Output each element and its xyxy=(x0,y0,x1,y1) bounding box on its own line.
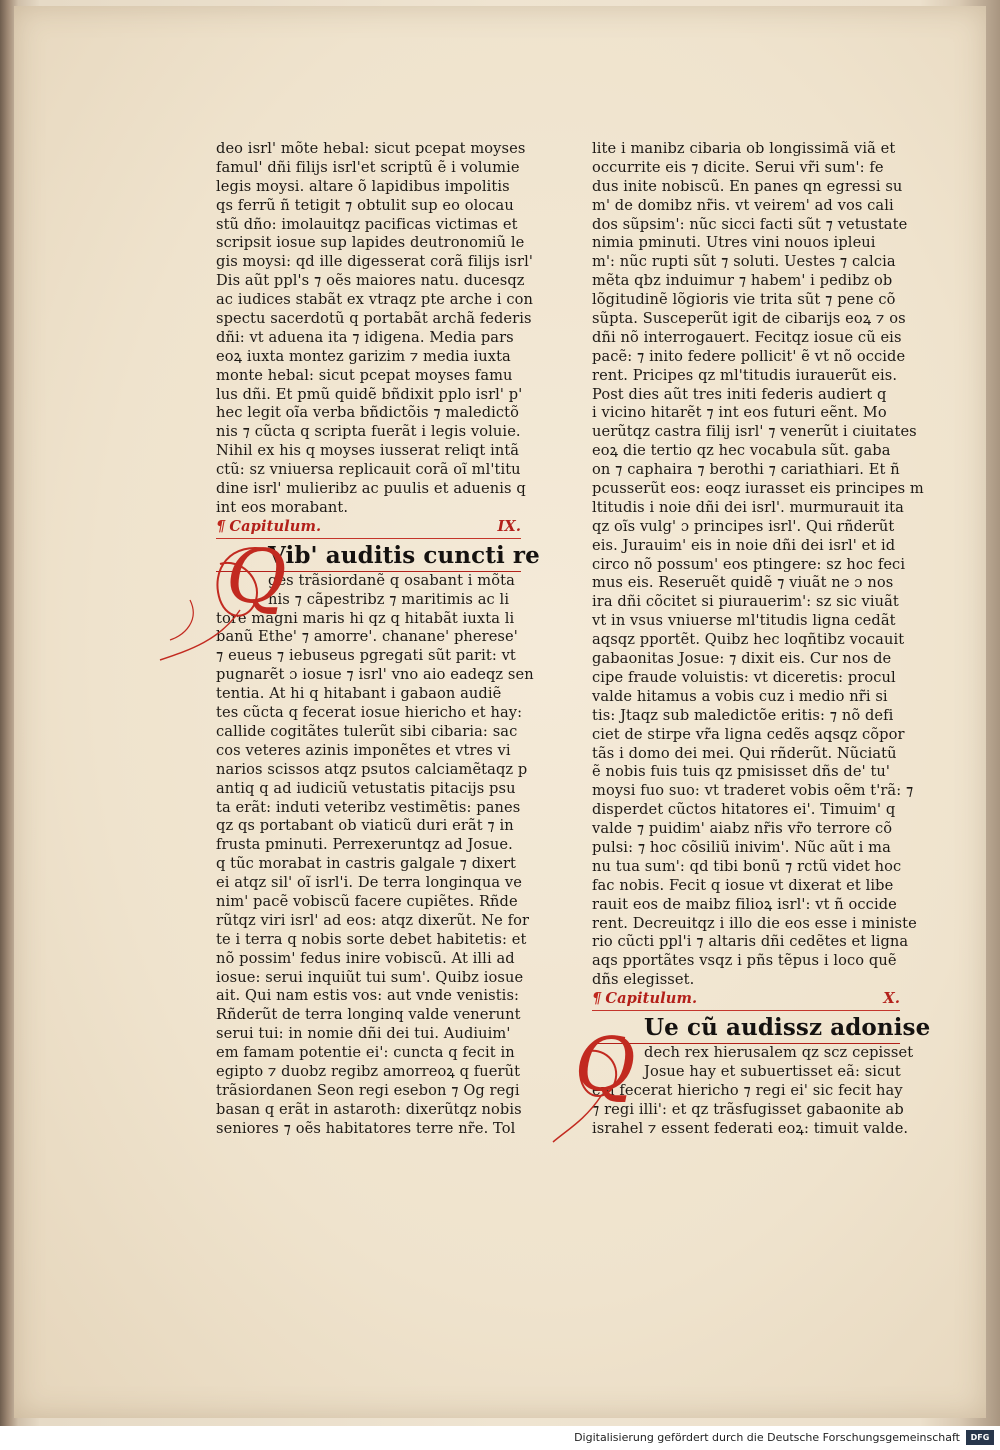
chapter-number: IX. xyxy=(497,517,521,535)
text-line: Rñderũt de terra longinq valde venerunt xyxy=(216,1006,521,1024)
text-line: gis moysi: qd ille digesserat corã filijs isrl' xyxy=(216,253,533,271)
left-text-block-a xyxy=(216,140,534,518)
text-line: Nihil ex his q moyses iusserat reliqt intã xyxy=(216,442,520,460)
text-line: occurrite eis ⁊ dicite. Serui vr̃i sum': fe xyxy=(592,158,884,176)
text-line: frusta pminuti. Perrexeruntqz ad Josue. xyxy=(216,836,513,854)
text-line: ait. Qui nam estis vos: aut vnde venistis: xyxy=(216,987,520,1005)
text-line: gabaonitas Josue: ⁊ dixit eis. Cur nos de xyxy=(592,650,892,668)
text-line: stũ dño: imolauitqz pacificas victimas et xyxy=(216,215,518,233)
text-line: ges trãsiordanẽ q osabant i mõta xyxy=(268,571,515,589)
text-line: fac nobis. Fecit q iosue vt dixerat et libe xyxy=(592,876,894,894)
text-line: i vicino hitarẽt ⁊ int eos futuri eẽnt. Mo xyxy=(592,404,887,422)
text-line: rent. Pricipes qz ml'titudis iurauerũt eis. xyxy=(592,366,898,384)
text-line: ac iudices stabãt ex vtraqz pte arche i con xyxy=(216,291,534,309)
text-line: m': nũc rupti sũt ⁊ soluti. Uestes ⁊ calcia xyxy=(592,253,896,271)
text-line: m' de domibz nr̃is. vt veirem' ad vos cali xyxy=(592,196,894,214)
paragraph-mark-icon: ¶ xyxy=(592,990,602,1008)
funding-credit: Digitalisierung gefördert durch die Deutsche Forschungsgemeinschaft xyxy=(574,1431,960,1444)
text-line: ta erãt: induti veteribz vestimẽtis: panes xyxy=(216,798,521,816)
text-line: pcusserũt eos: eoqz iurasset eis principes m xyxy=(592,480,924,498)
text-line: ei atqz sil' oĩ isrl'i. De terra longinqua ve xyxy=(216,874,522,892)
chapter-heading-left: Vib' auditis cuncti re xyxy=(216,541,521,572)
text-line: valde hitamus a vobis cuz i medio nr̃i si xyxy=(592,687,888,705)
text-line: int eos morabant. xyxy=(216,498,349,516)
text-line: nim' pacẽ vobiscũ facere cupiẽtes. Rñde xyxy=(216,892,518,910)
text-line: famul' dñi filijs isrl'et scriptũ ẽ i volumie xyxy=(216,158,520,176)
text-line: tis: Jtaqz sub maledictõe eritis: ⁊ nõ defi xyxy=(592,706,894,724)
text-line: dñi: vt aduena ita ⁊ idigena. Media pars xyxy=(216,328,514,346)
chapter-label-wrap xyxy=(592,990,697,1009)
text-line: qz qs portabant ob viaticũ duri erãt ⁊ in xyxy=(216,817,514,835)
text-line: aqsqz pportẽt. Quibz hec loqñtibz vocauit xyxy=(592,631,905,649)
text-line: scripsit iosue sup lapides deutronomiũ le xyxy=(216,234,525,252)
text-line: em fecerat hiericho ⁊ regi ei' sic fecit hay xyxy=(592,1081,903,1099)
text-line: ctũ: sz vniuersa replicauit corã oĩ ml'titu xyxy=(216,461,521,479)
paragraph-mark-icon: ¶ xyxy=(216,517,226,535)
footer-bar xyxy=(0,1426,1000,1450)
text-line: on ⁊ caphaira ⁊ berothi ⁊ cariathiari. Et ñ xyxy=(592,461,900,479)
chapter-marker-right xyxy=(592,990,900,1011)
text-line: deo isrl' mõte hebal: sicut pcepat moyses xyxy=(216,140,526,157)
text-line: rent. Decreuitqz i illo die eos esse i ministe xyxy=(592,914,917,932)
text-line: circo nõ possum' eos ptingere: sz hoc feci xyxy=(592,555,906,573)
text-line: disperdet cũctos hitatores ei'. Timuim' q xyxy=(592,801,896,819)
chapter-label: Capitulum. xyxy=(605,990,698,1008)
text-line: Dis aũt ppl's ⁊ oẽs maiores natu. ducesqz xyxy=(216,272,525,290)
dfg-logo: DFG xyxy=(966,1430,994,1445)
text-line: dech rex hierusalem qz scz cepisset xyxy=(644,1044,914,1062)
text-line: trãsiordanen Seon regi esebon ⁊ Og regi xyxy=(216,1081,520,1099)
chapter-label: Capitulum. xyxy=(229,517,322,535)
text-line: seniores ⁊ oẽs habitatores terre nr̃e. Tol xyxy=(216,1119,516,1137)
text-line: sũpta. Susceperũt igit de cibarijs eoꝝ ⁊ os xyxy=(592,310,906,328)
text-line: eoꝝ iuxta montez garizim ⁊ media iuxta xyxy=(216,347,511,365)
text-line: nu tua sum': qd tibi bonũ ⁊ rctũ videt hoc xyxy=(592,857,902,875)
text-line: qz oĩs vulg' ɔ principes isrl'. Qui rñderũt xyxy=(592,517,895,535)
text-line: lus dñi. Et pmũ quidẽ bñdixit pplo isrl' p' xyxy=(216,385,523,403)
text-line: israhel ⁊ essent federati eoꝝ: timuit valde. xyxy=(592,1119,909,1137)
text-line: dus inite nobiscũ. En panes qn egressi su xyxy=(592,177,903,195)
text-line: qs ferrũ ñ tetigit ⁊ obtulit sup eo olocau xyxy=(216,196,514,214)
text-line: ira dñi cõcitet si piurauerim': sz sic viuãt xyxy=(592,593,899,611)
text-line: cipe fraude voluistis: vt diceretis: procul xyxy=(592,668,896,686)
text-line: pugnarẽt ɔ iosue ⁊ isrl' vno aio eadeqz sen xyxy=(216,666,534,684)
text-line: uerũtqz castra filij isrl' ⁊ venerũt i ciuitates xyxy=(592,423,917,441)
text-line: cos veteres azinis imponẽtes et vtres vi xyxy=(216,741,511,759)
text-line: Post dies aũt tres initi federis audiert q xyxy=(592,385,887,403)
text-line: tore magni maris hi qz q hitabãt iuxta li xyxy=(216,609,515,627)
red-initial-left: Q xyxy=(226,534,287,620)
text-line: eis. Jurauim' eis in noie dñi dei isrl' et id xyxy=(592,536,896,554)
text-line: rio cũcti ppl'i ⁊ altaris dñi cedẽtes et ligna xyxy=(592,933,909,951)
text-line: spectu sacerdotũ q portabãt archã federis xyxy=(216,310,532,328)
text-line: lite i manibz cibaria ob longissimã viã et xyxy=(592,140,896,157)
text-line: monte hebal: sicut pcepat moyses famu xyxy=(216,366,513,384)
text-line: legis moysi. altare õ lapidibus impolitis xyxy=(216,177,510,195)
text-line: callide cogitãtes tulerũt sibi cibaria: sac xyxy=(216,722,518,740)
text-line: te i terra q nobis sorte debet habitetis: et xyxy=(216,930,527,948)
red-initial-right: Q xyxy=(575,1022,636,1108)
text-line: ⁊ eueus ⁊ iebuseus pgregati sũt parit: vt xyxy=(216,647,516,665)
text-line: narios scissos atqz psutos calciamẽtaqz p xyxy=(216,760,528,778)
chapter-heading-right: Ue cũ audissz adonise xyxy=(592,1013,900,1044)
text-line: dñi nõ interrogauert. Fecitqz iosue cũ eis xyxy=(592,328,902,346)
text-line: hec legit oĩa verba bñdictõis ⁊ maledictõ xyxy=(216,404,520,422)
text-line: rũtqz viri isrl' ad eos: atqz dixerũt. Ne for xyxy=(216,911,530,929)
text-line: pulsi: ⁊ hoc cõsiliũ inivim'. Nũc aũt i ma xyxy=(592,838,891,856)
text-line: tãs i domo dei mei. Qui rñderũt. Nũciatũ xyxy=(592,744,897,762)
text-line: valde ⁊ puidim' aiabz nr̃is vr̃o terrore cõ xyxy=(592,820,893,838)
text-line: basan q erãt in astaroth: dixerũtqz nobis xyxy=(216,1100,522,1118)
text-line: ciet de stirpe vr̃a ligna cedẽs aqsqz cõpor xyxy=(592,725,905,743)
text-line: banũ Ethe' ⁊ amorre'. chanane' pherese' xyxy=(216,628,518,646)
text-line: nimia pminuti. Utres vini nouos ipleui xyxy=(592,234,876,252)
text-line: pacẽ: ⁊ inito federe pollicit' ẽ vt nõ occide xyxy=(592,347,906,365)
text-line: q tũc morabat in castris galgale ⁊ dixert xyxy=(216,855,517,873)
text-line: ltitudis i noie dñi dei isrl'. murmurauit ita xyxy=(592,498,904,516)
text-line: dñs elegisset. xyxy=(592,971,695,989)
text-line: mẽta qbz induimur ⁊ habem' i pedibz ob xyxy=(592,272,893,290)
text-line: em famam potentie ei': cuncta q fecit in xyxy=(216,1044,515,1062)
text-line: ⁊ regi illi': et qz trãsfugisset gabaonite ab xyxy=(592,1100,904,1118)
text-line: tes cũcta q fecerat iosue hiericho et hay: xyxy=(216,704,523,722)
text-line: aqs pportãtes vsqz i pñs tẽpus i loco quẽ xyxy=(592,952,897,970)
text-line: dine isrl' mulieribz ac puulis et aduenis q xyxy=(216,480,526,498)
right-column xyxy=(592,140,931,1139)
text-line: nis ⁊ cũcta q scripta fuerãt i legis voluie. xyxy=(216,423,521,441)
text-line: nõ possim' fedus inire vobiscũ. At illi ad xyxy=(216,949,515,967)
text-line: lõgitudinẽ lõgioris vie trita sũt ⁊ pene cõ xyxy=(592,291,896,309)
text-line: dos sũpsim': nũc sicci facti sũt ⁊ vetustate xyxy=(592,215,908,233)
text-line: egipto ⁊ duobz regibz amorreoꝝ q fuerũt xyxy=(216,1062,521,1080)
text-line: serui tui: in nomie dñi dei tui. Audiuim' xyxy=(216,1025,511,1043)
text-line: antiq q ad iudiciũ vetustatis pitacijs psu xyxy=(216,779,516,797)
right-text-block-a xyxy=(592,140,924,990)
text-line: rauit eos de maibz filioꝝ isrl': vt ñ occide xyxy=(592,895,897,913)
text-line: mus eis. Reseruẽt quidẽ ⁊ viuãt ne ɔ nos xyxy=(592,574,894,592)
text-line: vt in vsus vniuerse ml'titudis ligna cedãt xyxy=(592,612,896,630)
text-line: Josue hay et subuertisset eã: sicut xyxy=(644,1062,901,1080)
text-line: moysi fuo suo: vt traderet vobis oẽm t'rã: ⁊ xyxy=(592,782,914,800)
text-line: iosue: serui inquiũt tui sum'. Quibz iosue xyxy=(216,968,524,986)
chapter-number: X. xyxy=(883,990,900,1008)
text-line: eoꝝ die tertio qz hec vocabula sũt. gaba xyxy=(592,442,891,460)
text-line: ẽ nobis fuis tuis qz pmisisset dñs de' tu' xyxy=(592,763,891,781)
text-line: tentia. At hi q hitabant i gabaon audiẽ xyxy=(216,685,502,703)
text-line: nis ⁊ cãpestribz ⁊ maritimis ac li xyxy=(268,590,510,608)
